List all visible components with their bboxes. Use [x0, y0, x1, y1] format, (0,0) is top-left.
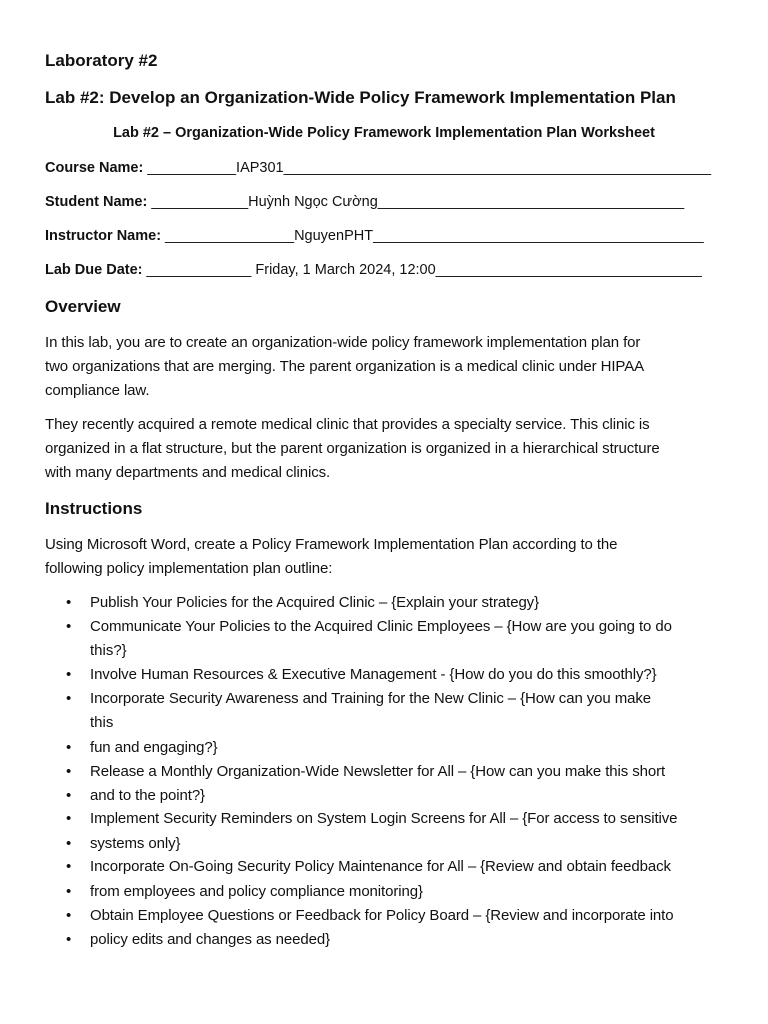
course-name-value: ___________IAP301_____________________________________________________	[143, 160, 712, 176]
list-item	[0, 595, 768, 615]
list-item-text: Incorporate Security Awareness and Training for the New Clinic – {How can you make	[90, 690, 651, 707]
list-item-text: from employees and policy compliance monitoring}	[90, 883, 423, 900]
overview2-line: with many departments and medical clinics.	[45, 464, 331, 481]
list-item-continuation: this	[90, 714, 114, 731]
list-item-text: Incorporate On-Going Security Policy Maintenance for All – {Review and obtain feedback	[90, 858, 671, 875]
list-item-text: Involve Human Resources & Executive Management - {How do you do this smoothly?}	[90, 666, 657, 683]
student-name-field	[45, 195, 684, 210]
instructions-heading: Instructions	[45, 499, 143, 518]
bullet-icon: •	[66, 907, 72, 924]
instructions-line: Using Microsoft Word, create a Policy Framework Implementation Plan according to the	[45, 536, 618, 553]
list-item-continuation: this?}	[90, 642, 127, 659]
course-name-field	[45, 161, 711, 176]
list-item	[0, 932, 768, 952]
bullet-icon: •	[66, 763, 72, 780]
student-name-label: Student Name:	[45, 194, 148, 210]
overview-line: two organizations that are merging. The parent organization is a medical clinic under HIPAA	[45, 358, 645, 375]
worksheet-title: Lab #2 – Organization-Wide Policy Framework Implementation Plan Worksheet	[113, 125, 655, 141]
instructor-name-field	[45, 229, 704, 244]
list-item	[0, 667, 768, 687]
bullet-icon: •	[66, 810, 72, 827]
due-date-label: Lab Due Date:	[45, 262, 143, 278]
bullet-icon: •	[66, 835, 72, 852]
list-item-text: Obtain Employee Questions or Feedback for Policy Board – {Review and incorporate into	[90, 907, 674, 924]
list-item	[0, 884, 768, 904]
list-item-text: Implement Security Reminders on System Login Screens for All – {For access to sensitive	[90, 810, 678, 827]
overview2-line: They recently acquired a remote medical clinic that provides a specialty service. This clinic is	[45, 416, 650, 433]
lab-number-heading: Laboratory #2	[45, 51, 158, 70]
list-item-text: Release a Monthly Organization-Wide Newsletter for All – {How can you make this short	[90, 763, 666, 780]
instructor-name-value: ________________NguyenPHT_________________________________________	[161, 228, 704, 244]
instructions-line: following policy implementation plan outline:	[45, 560, 333, 577]
bullet-icon: •	[66, 787, 72, 804]
bullet-icon: •	[66, 858, 72, 875]
bullet-icon: •	[66, 931, 72, 948]
list-item-text: and to the point?}	[90, 787, 205, 804]
bullet-icon: •	[66, 739, 72, 756]
due-date-field	[45, 263, 702, 278]
list-item	[0, 811, 768, 831]
bullet-icon: •	[66, 594, 72, 611]
list-item	[0, 619, 768, 639]
student-name-value: ____________Huỳnh Ngọc Cường______________________________________	[147, 194, 685, 210]
list-item	[0, 788, 768, 808]
bullet-icon: •	[66, 690, 72, 707]
bullet-icon: •	[66, 883, 72, 900]
list-item	[0, 859, 768, 879]
course-name-label: Course Name:	[45, 160, 144, 176]
list-item-text: Communicate Your Policies to the Acquired Clinic Employees – {How are you going to do	[90, 618, 672, 635]
overview-line: In this lab, you are to create an organization-wide policy framework implementation plan for	[45, 334, 641, 351]
lab-title-heading: Lab #2: Develop an Organization-Wide Policy Framework Implementation Plan	[45, 88, 676, 107]
bullet-icon: •	[66, 666, 72, 683]
overview-line: compliance law.	[45, 382, 150, 399]
overview2-line: organized in a flat structure, but the parent organization is organized in a hierarchical structure	[45, 440, 660, 457]
list-item-text: fun and engaging?}	[90, 739, 218, 756]
bullet-icon: •	[66, 618, 72, 635]
due-date-value: _____________ Friday, 1 March 2024, 12:00_________________________________	[142, 262, 702, 278]
list-item	[0, 764, 768, 784]
list-item	[0, 691, 768, 711]
list-item	[0, 740, 768, 760]
list-item-text: policy edits and changes as needed}	[90, 931, 331, 948]
list-item	[0, 836, 768, 856]
list-item-text: Publish Your Policies for the Acquired Clinic – {Explain your strategy}	[90, 594, 539, 611]
list-item-text: systems only}	[90, 835, 181, 852]
list-item	[0, 908, 768, 928]
instructor-name-label: Instructor Name:	[45, 228, 162, 244]
overview-heading: Overview	[45, 297, 121, 316]
